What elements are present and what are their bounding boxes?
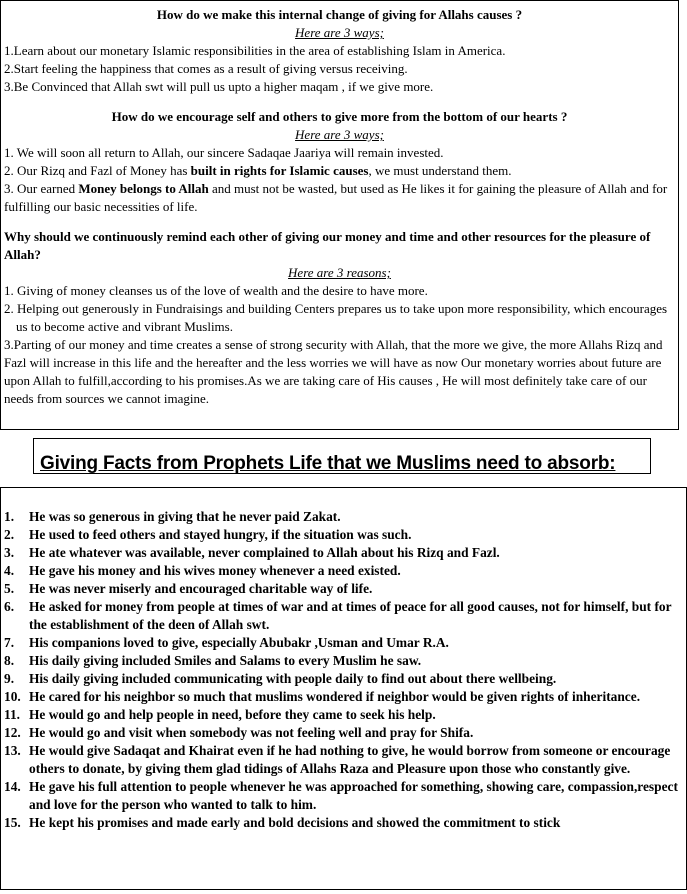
fact-number: 3. bbox=[4, 545, 15, 560]
fact-item bbox=[4, 742, 678, 778]
fact-number: 6. bbox=[4, 599, 15, 614]
fact-number: 12. bbox=[4, 725, 21, 740]
fact-item bbox=[4, 544, 678, 562]
section3-item: 1. Giving of money cleanses us of the love of wealth and the desire to have more. bbox=[4, 283, 428, 298]
item-emphasis: Money belongs to Allah bbox=[78, 181, 209, 196]
fact-text: His daily giving included communicating with people daily to find out about there wellbeing. bbox=[29, 671, 557, 686]
fact-item bbox=[4, 778, 678, 814]
fact-text: He asked for money from people at times of war and at times of peace for all good causes, not for himself, but for the establishment of the deen of Allah swt. bbox=[29, 599, 672, 632]
fact-number: 10. bbox=[4, 689, 21, 704]
fact-text: He used to feed others and stayed hungry, if the situation was such. bbox=[29, 527, 412, 542]
section3-item: 3.Parting of our money and time creates a sense of strong security with Allah, that the more we give, the more Allahs Rizq and Fazl will increase in this life and the hereafter and the less worries we will have as now Our monetary worries about future are upon Allah to fulfill,according to his promises.As we are taking care of His causes , He will most definitely take care of our needs from sources we cannot imagine. bbox=[4, 337, 663, 406]
fact-number: 7. bbox=[4, 635, 15, 650]
section2-subheading: Here are 3 ways; bbox=[295, 127, 384, 142]
fact-text: He would go and visit when somebody was not feeling well and pray for Shifa. bbox=[29, 725, 474, 740]
fact-item bbox=[4, 634, 678, 652]
fact-item bbox=[4, 652, 678, 670]
fact-text: He kept his promises and made early and bold decisions and showed the commitment to stick bbox=[29, 815, 561, 830]
fact-text: He would give Sadaqat and Khairat even if he had nothing to give, he would borrow from someone or encourage others to donate, by giving them glad tidings of Allahs Raza and Pleasure upon those who constantly give. bbox=[29, 743, 671, 776]
fact-text: He would go and help people in need, before they came to seek his help. bbox=[29, 707, 436, 722]
fact-text: He was never miserly and encouraged charitable way of life. bbox=[29, 581, 373, 596]
section2-item bbox=[4, 162, 675, 180]
section1-heading: How do we make this internal change of giving for Allahs causes ? bbox=[156, 7, 523, 22]
fact-text: He gave his full attention to people whenever he was approached for something, showing care, compassion,respect and love for the person who wanted to talk to him. bbox=[29, 779, 678, 812]
upper-text-box bbox=[0, 0, 679, 430]
fact-text: He was so generous in giving that he never paid Zakat. bbox=[29, 509, 341, 524]
fact-item bbox=[4, 508, 678, 526]
fact-number: 5. bbox=[4, 581, 15, 596]
fact-text: He ate whatever was available, never complained to Allah about his Rizq and Fazl. bbox=[29, 545, 500, 560]
section3-item: 2. Helping out generously in Fundraisings and building Centers prepares us to take upon more responsibility, which encourages us to become active and vibrant Muslims. bbox=[4, 301, 668, 334]
facts-list bbox=[4, 508, 678, 832]
item-text: 3. Our earned bbox=[4, 181, 79, 196]
fact-item bbox=[4, 562, 678, 580]
facts-title-box bbox=[33, 438, 651, 474]
fact-item bbox=[4, 598, 678, 634]
fact-item bbox=[4, 688, 678, 706]
fact-number: 9. bbox=[4, 671, 15, 686]
fact-item bbox=[4, 526, 678, 544]
section1-item: 3.Be Convinced that Allah swt will pull us upto a higher maqam , if we give more. bbox=[4, 79, 434, 94]
section3-subheading: Here are 3 reasons; bbox=[288, 265, 391, 280]
facts-title: Giving Facts from Prophets Life that we Muslims need to absorb: bbox=[40, 453, 616, 474]
fact-number: 8. bbox=[4, 653, 15, 668]
fact-text: He gave his money and his wives money whenever a need existed. bbox=[29, 563, 401, 578]
fact-number: 2. bbox=[4, 527, 15, 542]
item-text: and must not be wasted, but used as He likes it for gaining the pleasure of Allah and for fulfilling our basic necessities of life. bbox=[4, 181, 668, 214]
fact-text: His companions loved to give, especially Abubakr ,Usman and Umar R.A. bbox=[29, 635, 449, 650]
fact-number: 11. bbox=[4, 707, 20, 722]
facts-list-box bbox=[0, 487, 687, 890]
fact-number: 13. bbox=[4, 743, 21, 758]
fact-item bbox=[4, 724, 678, 742]
section2-item bbox=[4, 180, 675, 216]
section1-subheading: Here are 3 ways; bbox=[295, 25, 384, 40]
fact-number: 1. bbox=[4, 509, 15, 524]
section3-heading: Why should we continuously remind each other of giving our money and time and other resources for the pleasure of Allah? bbox=[4, 229, 651, 262]
fact-number: 4. bbox=[4, 563, 15, 578]
section1-item: 2.Start feeling the happiness that comes as a result of giving versus receiving. bbox=[4, 61, 408, 76]
fact-item bbox=[4, 580, 678, 598]
fact-number: 14. bbox=[4, 779, 21, 794]
fact-text: His daily giving included Smiles and Salams to every Muslim he saw. bbox=[29, 653, 422, 668]
fact-item bbox=[4, 706, 678, 724]
fact-item bbox=[4, 814, 678, 832]
section2-heading: How do we encourage self and others to give more from the bottom of our hearts ? bbox=[111, 109, 568, 124]
fact-text: He cared for his neighbor so much that muslims wondered if neighbor would be given rights of inheritance. bbox=[29, 689, 641, 704]
fact-number: 15. bbox=[4, 815, 21, 830]
item-text: , we must understand them. bbox=[368, 163, 512, 178]
item-text: 2. Our Rizq and Fazl of Money has bbox=[4, 163, 191, 178]
section1-item: 1.Learn about our monetary Islamic responsibilities in the area of establishing Islam in America. bbox=[4, 43, 506, 58]
fact-item bbox=[4, 670, 678, 688]
item-emphasis: built in rights for Islamic causes bbox=[190, 163, 369, 178]
section2-item: 1. We will soon all return to Allah, our sincere Sadaqae Jaariya will remain invested. bbox=[4, 145, 444, 160]
